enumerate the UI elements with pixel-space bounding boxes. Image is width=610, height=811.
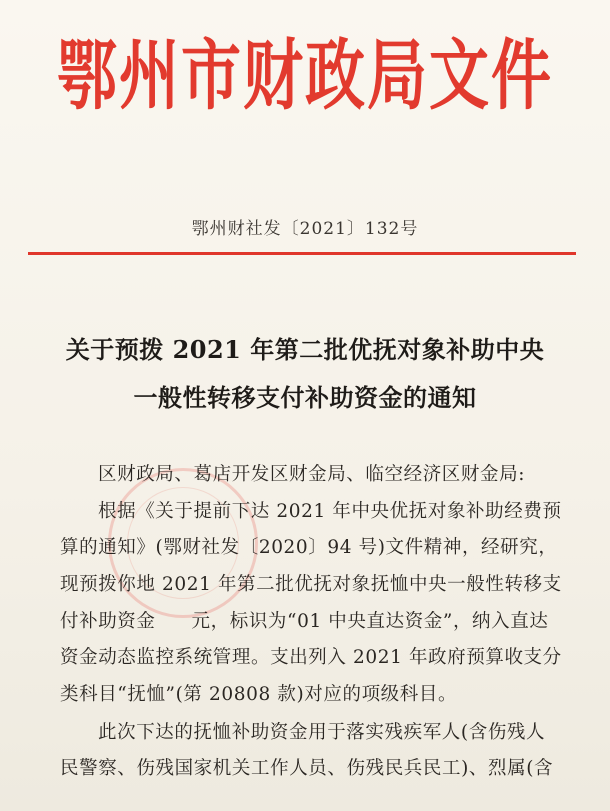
- paragraph-1-line-3: 现预拨你地 2021 年第二批优抚对象抚恤中央一般性转移支: [60, 574, 562, 595]
- paragraph-2-line-1: 此次下达的抚恤补助资金用于落实残疾军人(含伤残人: [98, 722, 546, 743]
- paragraph-1-line-2: 算的通知》(鄂财社发〔2020〕94 号)文件精神，经研究，: [60, 537, 558, 558]
- addressee-line: 区财政局、葛店开发区财金局、临空经济区财金局:: [98, 464, 526, 485]
- paragraph-1-line-1: 根据《关于提前下达 2021 年中央优抚对象补助经费预: [98, 501, 562, 522]
- notice-title-line-1: 关于预拨 2021 年第二批优抚对象补助中央: [65, 335, 545, 364]
- paragraph-1-line-4-start: 付补助资金: [60, 611, 156, 632]
- paragraph-2-line-2: 民警察、伤残国家机关工作人员、伤残民兵民工)、烈属(含: [60, 758, 554, 779]
- paragraph-1-line-6: 类科目“抚恤”(第 20808 款)对应的项级科目。: [60, 684, 458, 705]
- document-header-title: 鄂州市财政局文件: [57, 31, 553, 122]
- notice-title-line-2: 一般性转移支付补助资金的通知: [133, 383, 477, 412]
- paragraph-1-line-4-end: 元，标识为“01 中央直达资金”，纳入直达: [191, 611, 549, 632]
- header-divider: [28, 252, 576, 255]
- paragraph-1-line-5: 资金动态监控系统管理。支出列入 2021 年政府预算收支分: [60, 647, 562, 668]
- document-number: 鄂州财社发〔2021〕132号: [191, 219, 419, 239]
- paragraph-1-line-4: [60, 607, 548, 633]
